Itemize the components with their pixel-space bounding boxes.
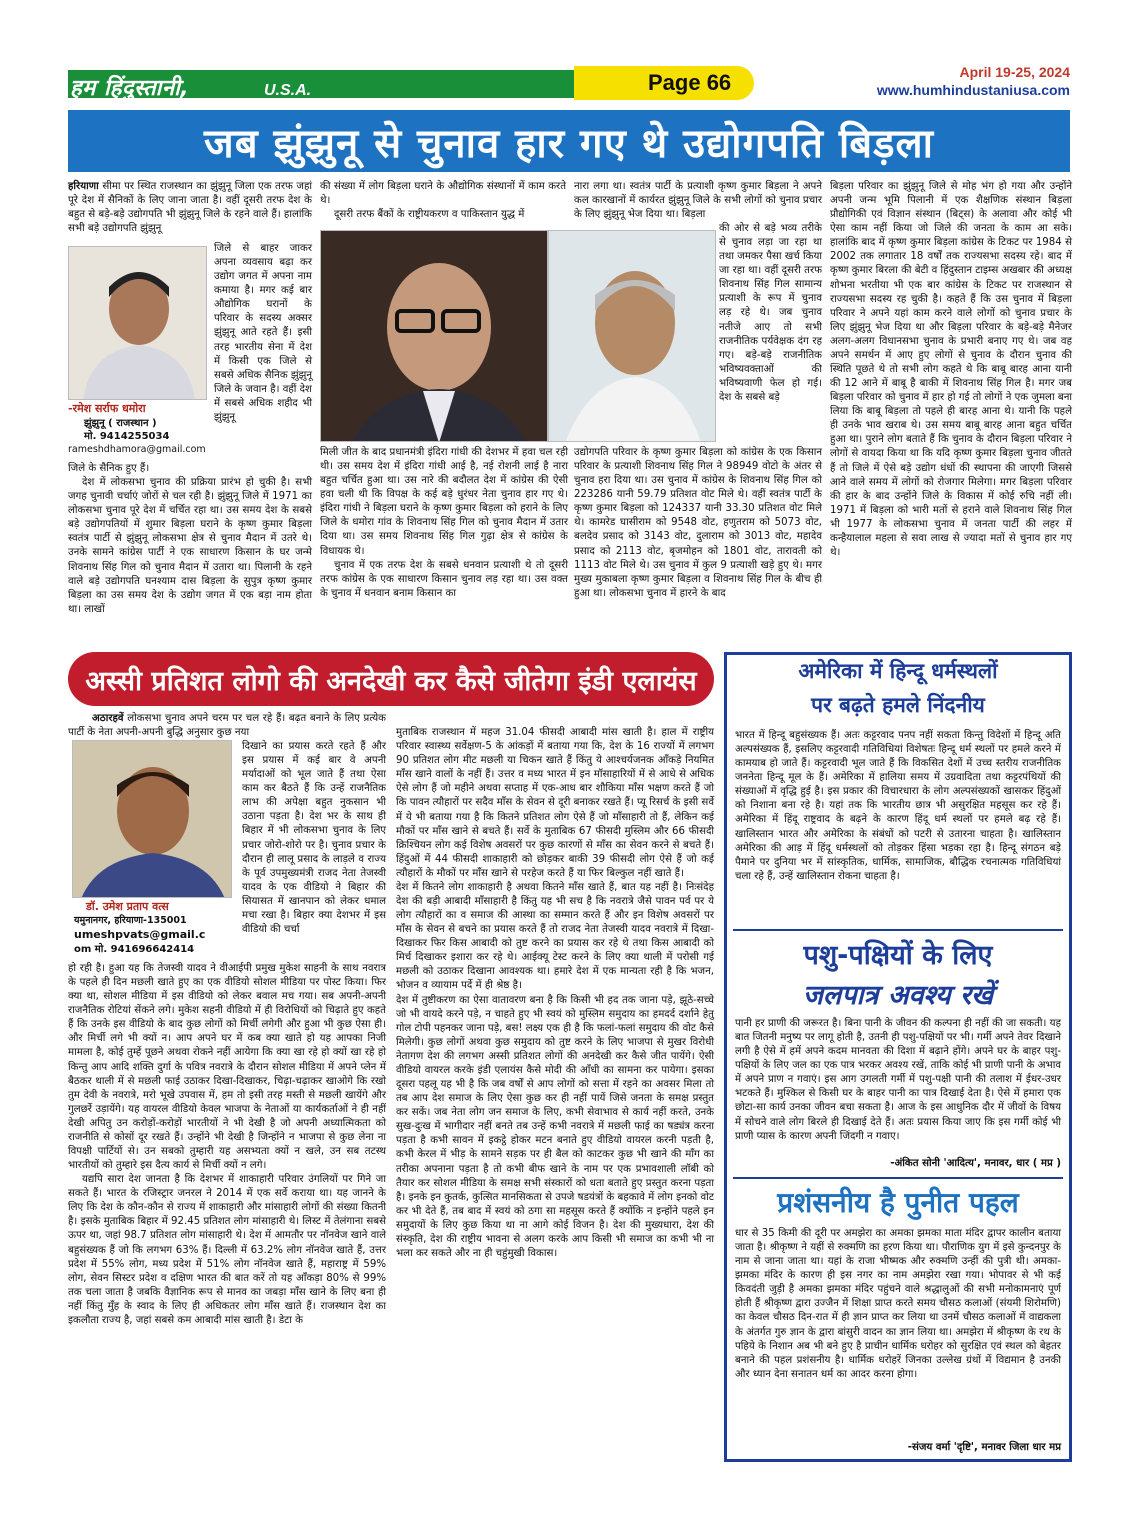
author-place: यमुनानगर, हरियाणा-135001 (74, 914, 187, 926)
sidebar-divider (733, 1177, 1063, 1179)
author-portrait-icon (69, 247, 207, 400)
article1-col2-bottom: मिली जीत के बाद प्रधानमंत्री इंदिरा गांधी की देशभर में हवा चल रही थी। उस समय देश में इंदिरा गांधी आई है, नई रोशनी लाई है नारा बहुत चर्चित हुआ था। उस नारे की बदौलत देश में कांग्रेस की ऐसी हवा चली थी कि विपक्ष के कई बड़े धुरंधर नेता चुनाव हार गए थे। इंदिरा गांधी ने बिड़ला घराने के कृष्ण कुमार बिड़ला को हराने के लिए जिले के धमोरा गांव के शिवनाथ सिंह गिल को चुनाव मैदान में उतार दिया था। उस समय शिवनाथ सिंह गिल गुढ़ा क्षेत्र से कांग्रेस के विधायक थे। (320, 447, 568, 557)
main-headline: जब झुंझुनू से चुनाव हार गए थे उद्योगपति बिड़ला (204, 120, 934, 167)
sidebar-box (724, 652, 1072, 1462)
page-number-badge (574, 66, 754, 100)
article1-col1-wrap-text: जिले से बाहर जाकर अपना व्यवसाय बढ़ा कर उद्योग जगत में अपना नाम कमाया है। मगर कई बार औद्योगिक घरानों के परिवार के सदस्य अक्सर झुंझुनू आते रहते हैं। इसी तरह भारतीय सेना में देश में किसी एक जिले से सबसे अधिक सैनिक झुंझुनू जिले के जवान है। वहीं देश में सबसे अधिक शहीद भी झुंझुनू (214, 243, 312, 423)
photo-kk-birla (320, 230, 548, 442)
portrait-birla-icon (321, 231, 548, 442)
article2-column-1-lower (68, 962, 386, 1328)
newspaper-usa: U.S.A. (264, 82, 312, 99)
author-phone: om मो. 941696642414 (74, 943, 195, 955)
sidebar-2-author: -अंकित सोनी 'आदित्य', मनावर, धार ( मप्र ) (890, 1158, 1061, 1169)
author-name: -रमेश सर्राफ धमोरा (68, 402, 146, 415)
author-byline-umesh (74, 900, 238, 956)
article1-col4: बिड़ला परिवार का झुंझुनू जिले से मोह भंग हो गया और उन्होंने अपनी जन्म भूमि पिलानी में एक शैक्षणिक संस्थान बिड़ला प्रौद्योगिकी एवं विज्ञान संस्थान (बिट्स) के अलावा और कोई भी ऐसा काम नहीं किया जो जिले की जनता के काम आ सके। हालांकि बाद में कृष्ण कुमार बिड़ला कांग्रेस के टिकट पर 1984 से 2002 तक लगातार 18 वर्षों तक राज्यसभा सदस्य रहे। बाद में कृष्ण कुमार बिरला की बेटी व हिंदुस्तान टाइम्स अखबार की अध्यक्ष शोभना भरतीया भी एक बार कांग्रेस के टिकट पर राजस्थान से राज्यसभा सदस्य रह चुकी है। कहते हैं कि उस चुनाव में बिड़ला परिवार ने अपने यहां काम करने वाले लोगों को चुनाव प्रचार के लिए झुंझुनू भेज दिया था और बिड़ला परिवार के बड़े-बड़े मैनेजर अलग-अलग विधानसभा चुनाव के प्रभारी बनाए गए थे। जब वह अपने समर्थन में आए हुए लोगों से चुनाव के दौरान चुनाव की स्थिति पूछते थे तो सभी लोग कहते थे कि बाबू बारह आना यानी की 12 आने में बाबू है बाकी में शिवनाथ सिंह गिल है। मगर जब बिड़ला परिवार को चुनाव में हार हो गई तो लोगों ने एक जुमला बना लिया कि बाबू बिड़ला तो पहले ही बारह आना थे। यानी कि पहले ही उनके भाव खराब थे। उस समय बाबू बारह आना बहुत चर्चित हुआ था। पुराने लोग बताते हैं कि चुनाव के दौरान बिड़ला परिवार ने लोगों से वायदा किया था कि यदि कृष्ण कुमार बिड़ला चुनाव जीतते हैं तो जिले में ऐसे बड़े उद्योग धंधों की स्थापना की जाएगी जिससे आने वाले समय में लोगों को रोजगार मिलेगा। मगर बिड़ला परिवार की हार के बाद उन्होंने जिले के विकास में कोई रुचि नहीं ली। 1971 में बिड़ला को भारी मतों से हराने वाले शिवनाथ सिंह गिल भी 1977 के लोकसभा चुनाव में जनता पार्टी की लहर में कन्हैयालाल महला से सवा लाख से ज्यादा मतों से चुनाव हार गए थे। (830, 181, 1072, 559)
article2-col1-wrap: दिखाने का प्रयास करते रहते हैं और इस प्रयास में कई बार वे अपनी मर्यादाओं को भूल जाते हैं तथा ऐसा काम कर बैठते हैं कि उन्हें राजनैतिक लाभ की अपेक्षा बहुत नुकसान भी उठाना पड़ता है। देश भर के साथ ही बिहार में भी लोकसभा चुनाव के लिए प्रचार जोरो-शोरो पर है। चुनाव प्रचार के दौरान ही लालू प्रसाद के लाड़ले व राज्य के पूर्व उपमुख्यमंत्री राजद नेता तेजस्वी यादव के एक वीडियो ने बिहार की सियासत में खानपान को लेकर धमाल मचा रखा है। बिहार क्या देशभर में इस वीडियो की चर्चा (242, 741, 386, 936)
article2-headline-banner (68, 652, 714, 706)
article2-col2: मुताबिक राजस्थान में महज 31.04 फीसदी आबादी मांस खाती है। हाल में राष्ट्रीय परिवार स्वास्थ्य सर्वेक्षण-5 के आंकड़ों में बताया गया कि, देश के 16 राज्यों में लगभग 90 प्रतिशत लोग मीट मछली या चिकन खाते हैं किंतु ये आश्चर्यजनक आँकड़े नियमित माँस खाने वालों के नहीं हैं। उत्तर व मध्य भारत में इन मॉसाहारियों में से आधे से अधिक ऐसे लोग हैं जो महीने अथवा सप्ताह में एक-आध बार शौकिया माँस भक्षण करते हैं जो कि पावन त्यौहारों पर सदैव माँस के सेवन से दूरी बनाकर रखते हैं। प्यू रिसर्च के इसी सर्वे में ये भी बताया गया है कि कितने प्रतिशत लोग ऐसे हैं जो माँसाहारी तो हैं, लेकिन कई मौकों पर माँस खाने से बचते हैं। सर्वे के मुताबिक 67 फीसदी मुस्लिम और 66 फीसदी क्रिश्चियन लोग कई विशेष अवसरों पर कुछ कारणों से माँस का सेवन करने से बचते हैं। हिंदुओं में 44 फीसदी शाकाहारी को छोड़कर बाकी 39 फीसदी लोग ऐसे हैं जो कई त्यौहारों के मौकों पर माँस खाने से परहेज करते हैं या फिर बिल्कुल नहीं खाते हैं। देश में कितने लोग शाकाहारी है अथवा कितने माँस खाते हैं, बात यह नहीं है। निःसंदेह देश की बड़ी आबादी माँसाहारी है किंतु यह भी सच है कि नवरात्रे जैसे पावन पर्व पर ये लोग त्यौहारों का व समाज की आस्था का सम्मान करते हैं और इन विशेष अवसरों पर माँस के सेवन से बचने का प्रयास करते हैं तो राजद नेता तेजस्वी यादव नवरात्रे में दिखा-दिखाकर फिर किस आबादी को तुष्ट करने का प्रयास कर रहे थे तथा किस आबादी को मिर्च दिखाकर इशारा कर रहे थे। आईक्यू टेस्ट करने के लिए क्या थाली में परोसी गई मछली को उठाकर दिखाना आवश्यक था। हमारे देश में एक मान्यता रही है कि भजन, भोजन व व्यायाम पर्दे में ही श्रेष्ठ है। देश में तुष्टीकरण का ऐसा वातावरण बना है कि किसी भी हद तक जाना पड़े, झूठे-सच्चे जो भी वायदे करने पड़े, न चाहते हुए भी स्वयं को मुस्लिम समुदाय का हमदर्द दर्शाने हेतु गोल टोपी पहनकर जाना पड़े, बस! लक्ष्य एक ही है कि फलां-फलां समुदाय की वोट कैसे मिलेगी। कुछ लोगों अथवा कुछ समुदाय को तुष्ट करने के लिए भाजपा से मुखर विरोधी नेतागण देश की लगभग अस्सी प्रतिशत लोगों की अनदेखी कर कैसे जीत पायेंगे। ऐसी वीडियो वायरल करके इंडी एलायंस कैसे मोदी की आँधी का सामना कर पायेगा। इसका दूसरा पहलू यह भी है कि जब वर्षों से आप लोगों को सत्ता में रहने का अवसर मिला तो तब आप देश समाज के लिए ऐसा कुछ कर ही नहीं पायें जिसे जनता के समक्ष प्रस्तुत कर सकें। जब नेता लोग जन समाज के लिए, कभी सेवाभाव से कार्य नहीं करते, उनके सुख-दुःख में भागीदार नहीं बनते तब उन्हें कभी नवरात्रे में मछली फाई का षड्यंत्र करना पड़ता है कभी सावन में इकट्ठे होकर मटन बनाते हुए वीडियो वायरल करनी पड़ती है, कभी केरल में भीड़ के सामने सड़क पर ही बैल को काटकर कुछ भी खाने की माँग का तरीका अपनाना पड़ता है तो कभी बीफ खाने के नाम पर एक प्रभावशाली लॉबी को तैयार कर सोशल मीडिया के समक्ष सभी संस्कारों को धता बताते हुए प्रस्तुत करना पड़ता है। इनके इन कुतर्क, कुत्सित मानसिकता से उपजे षडयंत्रों के बहकावे में लोग इनको वोट कर भी देते हैं, तब बाद में स्वयं को ठगा सा महसूस करते हैं क्योंकि न इन्होंने पहले इन समुदायों के लिए कुछ किया था ना आगे कोई विजन है। देश की मुख्यधारा, देश की संस्कृति, देश की राष्ट्रीय भावना से अलग करके आप किसी भी समाज का कभी भी ना भला कर सकते और ना ही चहुंमुखी विकास। (396, 727, 714, 1259)
article2-column-1-wrap (242, 740, 386, 937)
sidebar-2-text: पानी हर प्राणी की जरूरत है। बिना पानी के जीवन की कल्पना ही नहीं की जा सकती। यह बात जितनी मनुष्य पर लागू होती है, उतनी ही पशु-पक्षियों पर भी। गर्मी अपने तेवर दिखाने लगी है ऐसे में हमें अपने कदम मानवता की दिशा में बढ़ाने होंगे। अपने घर के बाहर पशु-पक्षियों के लिए जल का एक पात्र भरकर अवश्य रखें, ताकि कोई भी प्राणी पानी के अभाव में अपने प्राण न गवाएं। इस आग उगलती गर्मी में पशु-पक्षी पानी की तलाश में ईधर-उधर भटकते हैं। मुश्किल से किसी घर के बाहर पानी का पात्र दिखाई देता है। ऐसे में हमारा एक छोटा-सा कार्य उनका जीवन बचा सकता है। आज के इस आधुनिक दौर में जीवों के विषय में सोचने वाले लोग बिरले ही दिखाई देते हैं। अतः प्रयास किया जाए कि इस गर्मी कोई भी प्राणी प्यास के कारण अपनी जिंदगी न गवाए। (735, 1018, 1061, 1142)
newspaper-name: हम हिंदुस्तानी, (70, 76, 190, 101)
article1-column-3-top (574, 180, 822, 222)
sidebar-3-heading: प्रशंसनीय है पुनीत पहल (777, 1186, 1019, 1219)
article2-col1-b: हो रही है। हुआ यह कि तेजस्वी यादव ने वीआईपी प्रमुख मुकेश साहनी के साथ नवरात्र के पहले ही दिन मछली खाते हुए का एक वीडियो सोशल मीडिया पर पोस्ट किया। फिर क्या था, सोशल मीडिया में इस वीडियो को लेकर बवाल मच गया। सब अपनी-अपनी राजनैतिक रोटियां सेंकने लगे। मुकेश सहनी वीडियो में ही विरोधियों को चिढ़ाते हुए कहते हैं कि उनके इस वीडियो के बाद कुछ लोगों को मिर्ची लगेगी और हुआ भी कुछ ऐसा ही। और मिर्ची लगे भी क्यों न। आप अपने घर में कब क्या खाते हो यह आपका निजी मामला है, कोई तुम्हें पूछने अथवा रोकने नहीं आयेगा कि क्या खा रहे हो क्यों खा रहे हो किन्तु आप आदि शक्ति दुर्गा के पवित्र नवरात्रे के दौरान सोशल मीडिया में अपने प्लेन में बैठकर थाली में से मछली फाई उठाकर दिखा-दिखाकर, चिढ़ा-चढ़ाकर खाओगे कि रखो तुम देवी के नवरात्रे, मरो भूखे उपवास में, हम तो इसी तरह मस्ती से मछली खायेंगे और गुलछर्रे उड़ायेंगे। यह वायरल वीडियो केवल भाजपा के नेताओं या कार्यकर्ताओं ने ही नहीं देखी अपितु उन करोड़ों-करोड़ों भारतीयों ने भी देखी है जो अपनी अध्यात्मिकता को राजनीति से कोसों दूर रखते हैं। उन्होंने भी देखी है जिन्होंने न भाजपा से कुछ लेना ना विपक्षी पार्टियों से। उन सबको तुम्हारी यह असभ्यता क्यों न खले, उन सब तटस्थ भारतीयों को तुम्हारे इस दैत्य कार्य से मिर्ची क्यों न लगे। (68, 963, 386, 1172)
photo-shivnath-gill (548, 230, 716, 442)
article2-column-1-top (68, 712, 386, 740)
author-email[interactable]: rameshdhamora@gmail.com (68, 443, 206, 455)
article1-col2-top2: दूसरी तरफ बैंकों के राष्ट्रीयकरण व पाकिस्तान युद्ध में (334, 209, 525, 221)
author-place: झुंझुनू ( राजस्थान ) (84, 417, 157, 429)
article1-col1-intro: सीमा पर स्थित राजस्थान का झुंझुनू जिला एक तरफ जहां पूरे देश में सैनिकों के लिए जाना जाता है। वहीं दूसरी तरफ देश के बहुत से बड़े-बड़े उद्योगपति भी झुंझुनू जिले के रहने वाले हैं। हालांकि सभी बड़े उद्योगपति झुंझुनू (68, 181, 312, 235)
article1-col3-wrap: की ओर से बड़े भव्य तरीके से चुनाव लड़ा जा रहा था तथा जमकर पैसा खर्च किया जा रहा था। वहीं दूसरी तरफ शिवनाथ सिंह गिल सामान्य प्रत्याशी के रूप में चुनाव लड़ रहे थे। जब चुनाव नतीजे आए तो सभी राजनीतिक पर्यवेक्षक दंग रह गए। बड़े-बड़े राजनीतिक भविष्यवक्ताओं की भविष्यवाणी फेल हो गई। देश के सबसे बड़े (719, 223, 822, 403)
article2-lead-word: अठारहवें (92, 713, 124, 724)
sidebar-3-author: -संजय वर्मा 'दृष्टि', मनावर जिला धार मप्र (907, 1442, 1061, 1453)
sidebar-1-heading-line2: पर बढ़ते हमले निंदनीय (811, 693, 985, 717)
sidebar-1-heading-line1: अमेरिका में हिन्दू धर्मस्थलों (798, 659, 998, 683)
article1-col2-top: की संख्या में लोग बिड़ला घराने के औद्योगिक संस्थानों में काम करते थे। (320, 181, 566, 207)
sidebar-divider (733, 929, 1063, 931)
article2-column-2 (396, 712, 714, 1275)
article1-col3-top: नारा लगा था। स्वतंत्र पार्टी के प्रत्याशी कृष्ण कुमार बिड़ला ने अपने कल कारखानों में कार्यरत झुंझुनू जिले के सभी लोगों को चुनाव प्रचार के लिए झुंझुनू भेज दिया था। बिड़ला (574, 181, 822, 221)
sidebar-2-heading-line1: पशु-पक्षियों के लिए (803, 940, 993, 971)
main-headline-bar (68, 110, 1070, 172)
article1-col1-c: देश में लोकसभा चुनाव की प्रक्रिया प्रारंभ हो चुकी है। सभी जगह चुनावी चर्चाएं जोरों से चल रही है। झुंझुनू जिले में 1971 का लोकसभा चुनाव पूरे देश में चर्चित रहा था। उस समय देश के सबसे बड़े उद्योगपतियों में शुमार बिड़ला घराने के कृष्ण कुमार बिड़ला स्वतंत्र पार्टी से झुंझुनू लोकसभा क्षेत्र से चुनाव मैदान में उतरे थे। उनके सामने कांग्रेस पार्टी ने एक साधारण किसान के घर जन्मे शिवनाथ सिंह गिल को चुनाव मैदान में उतारा था। पिलानी के रहने वाले बड़े उद्योगपति घनश्याम दास बिड़ला के सुपुत्र कृष्ण कुमार बिड़ला का उस समय देश के उद्योग जगत में एक बड़ा नाम होता था। लाखों (68, 477, 312, 615)
article1-column-2-bottom (320, 446, 568, 601)
article1-column-3-bottom (574, 446, 822, 601)
author-email[interactable]: umeshpvats@gmail.c (74, 927, 206, 941)
article1-column-1 (68, 180, 312, 236)
page-number: Page 66 (648, 70, 732, 95)
sidebar-1-text: भारत में हिन्दू बहुसंख्यक हैं। अतः कट्टरवाद पनप नहीं सकता किन्तु विदेशों में हिन्दू अति अल्पसंख्यक हैं, इसलिए कट्टरवादी गतिविधियां विशेषतः हिन्दू धर्म स्थलों पर हमले करने में कामयाब हो जाते हैं। कट्टरवादी भूल जाते हैं कि विकसित देशों में उच्च स्तरीय राजनीतिक जननेता हिन्दू मूल के हैं। अमेरिका में हालिया समय में उग्रवादिता तथा कट्टरपंथियों की संख्याओं में वृद्धि हुई है। इस प्रकार की विचारधारा के लोग अल्पसंख्यकों खासकर हिंदुओं को निशाना बना रहे है। यहां तक कि भारतीय छात्र भी असुरक्षित महसूस कर रहे हैं। अमेरिका में हिंदू राष्ट्रवाद के बढ़ने के कारण हिंदू धर्म स्थलों पर हमले बढ़ रहे हैं। खालिस्तान भारत और अमेरिका के संबंधों को पटरी से उतारना चाहता है। खालिस्तान अमेरिका की आड़ में हिंदू धर्मस्थलों को तोड़कर हिंसा भड़का रहा है। हिन्दू संगठन बड़े पैमाने पर दुनिया भर में सांस्कृतिक, धार्मिक, सामाजिक, बौद्धिक रचनात्मक गतिविधियां चला रहे हैं, उन्हें खालिस्तान रोकना चाहता है। (735, 730, 1061, 882)
article1-column-2-top (320, 180, 566, 222)
author-byline-ramesh (68, 402, 208, 457)
website-link[interactable]: www.humhindustaniusa.com (876, 82, 1070, 98)
article1-lead-word: हरियाणा (68, 181, 99, 192)
masthead-band (68, 70, 574, 101)
article1-column-1-lower (68, 462, 312, 617)
article1-column-4 (830, 180, 1072, 560)
portrait-gill-icon (549, 231, 716, 442)
article1-column-1-wrap (214, 242, 312, 425)
author-photo-ramesh (68, 246, 207, 400)
author-name: डॉ. उमेश प्रताप वत्स (86, 900, 169, 913)
article2-col1-intro: लोकसभा चुनाव अपने चरम पर चल रहे हैं। बढ़त बनाने के लिए प्रत्येक पार्टी के नेता अपनी-अपनी बुद्धि अनुसार कुछ नया (68, 713, 386, 739)
author-phone: मो. 9414255034 (84, 431, 170, 443)
article2-headline: अस्सी प्रतिशत लोगो की अनदेखी कर कैसे जीतेगा इंडी एलायंस (85, 665, 697, 697)
article1-col1-b: जिले के सैनिक हुए हैं। (68, 463, 150, 474)
author-photo-umesh (72, 740, 232, 898)
issue-date: April 19-25, 2024 (959, 64, 1070, 80)
sidebar-3-text: धार से 35 किमी की दूरी पर अमझेरा का अमका झमका माता मंदिर द्वापर कालीन बताया जाता है। श्रीकृष्ण ने यहीं से रुक्मणि का हरण किया था। पौराणिक युग में इसे कुन्दनपुर के नाम से जाना जाता था। यहां के राजा भीष्मक और रुक्मणि उन्हीं की पुत्री थी। अमका-झमका मंदिर के कारण ही इस नगर का नाम अमझेरा रखा गया। भोपावर से भी कई किवदंती जुड़ी है अमका झमका मंदिर पहुंचने वाले श्रद्धालुओं की सभी मनोकामनाएं पूर्ण होती हैं श्रीकृष्ण द्वारा उज्जैन में शिक्षा प्राप्त करते समय चौसठ कलाओं (संयमी शिरोमणि) का केवल चौसठ दिन-रात में ही ज्ञान प्राप्त कर लिया था उनमें चौसठ कलाओं में वाद्यकला के अंतर्गत गुरु ज्ञान के द्वारा बांसुरी वादन का ज्ञान लिया था। अमझेरा में श्रीकृष्ण के रथ के पहिये के निशान अब भी बने हुए है प्राचीन धार्मिक धरोहर को सुरक्षित एवं स्थल को बेहतर बनाने की पहल प्रशंसनीय है। धार्मिक धरोहरें जिनका उल्लेख ग्रंथों में विद्यमान है उनकी और ध्यान देना सनातन धर्म का आदर करना होगा। (735, 1228, 1061, 1380)
masthead (68, 64, 1070, 102)
article1-col3-bottom: उद्योगपति परिवार के कृष्ण कुमार बिड़ला को कांग्रेस के एक किसान परिवार के प्रत्याशी शिवनाथ सिंह गिल ने 98949 वोटो के अंतर से चुनाव हरा दिया था। उस चुनाव में कांग्रेस के शिवनाथ सिंह गिल को 223286 यानी 59.79 प्रतिशत वोट मिले थे। वहीं स्वतंत्र पार्टी के कृष्ण कुमार बिड़ला को 124337 यानी 33.30 प्रतिशत वोट मिले थे। कामरेड घासीराम को 9548 वोट, हणुतराम को 5073 वोट, बलदेव प्रसाद को 3143 वोट, दुलाराम को 3013 वोट, महादेव प्रसाद को 2113 वोट, बृजमोहन को 1801 वोट, तारावती को 1113 वोट मिले थे। उस चुनाव में कुल 9 प्रत्याशी खड़े हुए थे। मगर मुख्य मुकाबला कृष्ण कुमार बिड़ला व शिवनाथ सिंह गिल के बीच ही हुआ था। लोकसभा चुनाव में हारने के बाद (574, 447, 822, 599)
article1-column-3-wrap (719, 222, 822, 405)
sidebar-2-heading-line2: जलपात्र अवश्य रखें (802, 980, 994, 1011)
article1-col2-bottom2: चुनाव में एक तरफ देश के सबसे धनवान प्रत्याशी थे तो दूसरी तरफ कांग्रेस के एक साधारण किसान चुनाव लड़ रहा था। उस वक्त के चुनाव में धनवान बनाम किसान का (320, 559, 568, 599)
article2-col1-c: यद्यपि सारा देश जानता है कि देशभर में शाकाहारी परिवार उंगलियों पर गिने जा सकते हैं। भारत के रजिस्ट्रार जनरल ने 2014 में एक सर्वे कराया था। यह जानने के लिए कि देश के कौन-कौन से राज्य में शाकाहारी और मांसाहारी लोगों की संख्या कितनी है। इसके मुताबिक बिहार में 92.45 प्रतिशत लोग मांसाहारी थे। लिस्ट में तेलंगाना सबसे ऊपर था, जहां 98.7 प्रतिशत लोग मांसाहारी थे। देश में आमतौर पर नॉनवेज खाने वाले बहुसंख्यक हैं जो कि लगभग 63% हैं। दिल्ली में 63.2% लोग नॉनवेज खाते हैं, उत्तर प्रदेश में 55% लोग, मध्य प्रदेश में 51% लोग नॉनवेज खाते हैं, महाराष्ट्र में 59% लोग, सेवन सिस्टर प्रदेश व दक्षिण भारत की बात करें तो यह आँकड़ा 80% से 99% तक चला जाता है जबकि वैज्ञानिक रूप से मानव का जबड़ा माँस खाने के लिए बना ही नहीं किंतु मुँह के स्वाद के लिए ही अधिकतर लोग माँस खाते हैं। राजस्थान देश का इकलौता राज्य है, जहां सबसे कम आबादी मांस खाती है। डेटा के (68, 1174, 386, 1326)
author-portrait-icon (73, 741, 232, 898)
